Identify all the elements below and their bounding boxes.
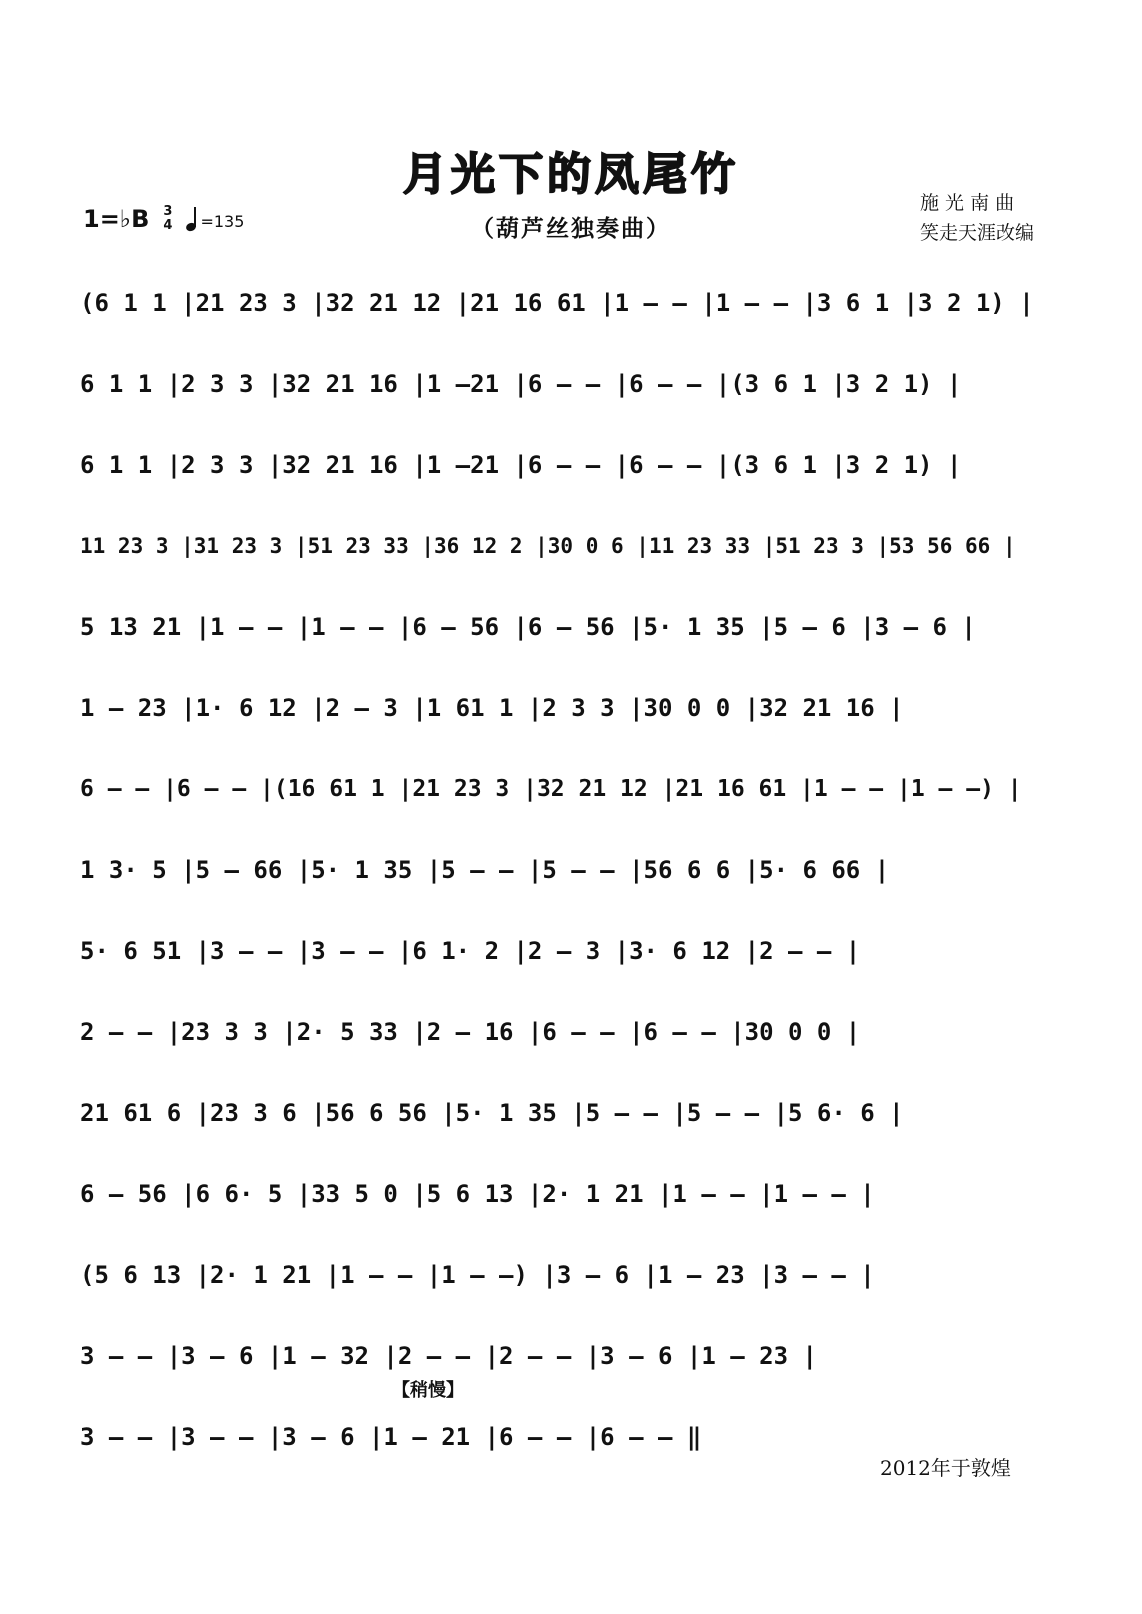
key-label: 1=♭B bbox=[83, 205, 150, 233]
arranger-credit: 笑走天涯改编 bbox=[920, 222, 1035, 244]
score-line-text: 6 1 1 |2 3 3 |32 21 16 |1 –21 |6 – – |6 – – |(3 6 1 |3 2 1) | bbox=[80, 369, 962, 398]
score-line-text: 21 61 6 |23 3 6 |56 6 56 |5· 1 35 |5 – – |5 – – |5 6· 6 | bbox=[80, 1098, 904, 1127]
score-line bbox=[80, 991, 1040, 1072]
score-line-text: 5 13 21 |1 – – |1 – – |6 – 56 |6 – 56 |5· 1 35 |5 – 6 |3 – 6 | bbox=[80, 612, 976, 641]
time-bottom: 4 bbox=[163, 218, 173, 233]
song-title: 月光下的凤尾竹 bbox=[403, 149, 739, 200]
score-line bbox=[80, 262, 1040, 343]
score-line bbox=[80, 1153, 1040, 1234]
tempo-mark bbox=[186, 207, 244, 232]
score-line-text: 2 – – |23 3 3 |2· 5 33 |2 – 16 |6 – – |6 – – |30 0 0 | bbox=[80, 1017, 861, 1046]
footer-note: 2012年于敦煌 bbox=[880, 1456, 1011, 1480]
credits bbox=[920, 188, 1034, 248]
key-signature bbox=[83, 205, 244, 233]
score bbox=[80, 262, 1040, 1477]
score-line bbox=[80, 1315, 1040, 1396]
score-line-text: 1 3· 5 |5 – 66 |5· 1 35 |5 – – |5 – – |56 6 6 |5· 6 66 | bbox=[80, 855, 890, 884]
score-line-text: 5· 6 51 |3 – – |3 – – |6 1· 2 |2 – 3 |3· 6 12 |2 – – | bbox=[80, 936, 861, 965]
song-subtitle: （葫芦丝独奏曲） bbox=[471, 216, 671, 242]
score-line bbox=[80, 1234, 1040, 1315]
time-signature bbox=[163, 205, 172, 233]
tempo-marking-slow: 【稍慢】 bbox=[392, 1380, 464, 1401]
tempo-value: =135 bbox=[200, 211, 245, 231]
score-line bbox=[80, 1072, 1040, 1153]
score-line bbox=[80, 505, 1040, 586]
composer-credit: 施 光 南 曲 bbox=[920, 192, 1015, 214]
score-line bbox=[80, 424, 1040, 505]
score-line bbox=[80, 748, 1040, 829]
score-line-text: 6 1 1 |2 3 3 |32 21 16 |1 –21 |6 – – |6 – – |(3 6 1 |3 2 1) | bbox=[80, 450, 962, 479]
score-line-text: (6 1 1 |21 23 3 |32 21 12 |21 16 61 |1 – – |1 – – |3 6 1 |3 2 1) | bbox=[80, 288, 1034, 317]
score-line-text: 6 – 56 |6 6· 5 |33 5 0 |5 6 13 |2· 1 21 |1 – – |1 – – | bbox=[80, 1179, 875, 1208]
score-line-text: 6 – – |6 – – |(16 61 1 |21 23 3 |32 21 12 |21 16 61 |1 – – |1 – –) | bbox=[80, 775, 1022, 802]
score-line bbox=[80, 910, 1040, 991]
score-line bbox=[80, 586, 1040, 667]
score-line-text: 1 – 23 |1· 6 12 |2 – 3 |1 61 1 |2 3 3 |30 0 0 |32 21 16 | bbox=[80, 693, 904, 722]
time-top: 3 bbox=[163, 204, 173, 219]
score-line-text: (5 6 13 |2· 1 21 |1 – – |1 – –) |3 – 6 |1 – 23 |3 – – | bbox=[80, 1260, 875, 1289]
score-line-text: 3 – – |3 – – |3 – 6 |1 – 21 |6 – – |6 – – ‖ bbox=[80, 1422, 702, 1451]
score-line bbox=[80, 343, 1040, 424]
score-line-text: 11 23 3 |31 23 3 |51 23 33 |36 12 2 |30 0 6 |11 23 33 |51 23 3 |53 56 66 | bbox=[80, 533, 1016, 558]
score-line bbox=[80, 667, 1040, 748]
score-line-text: 3 – – |3 – 6 |1 – 32 |2 – – |2 – – |3 – 6 |1 – 23 | bbox=[80, 1341, 817, 1370]
score-line bbox=[80, 829, 1040, 910]
